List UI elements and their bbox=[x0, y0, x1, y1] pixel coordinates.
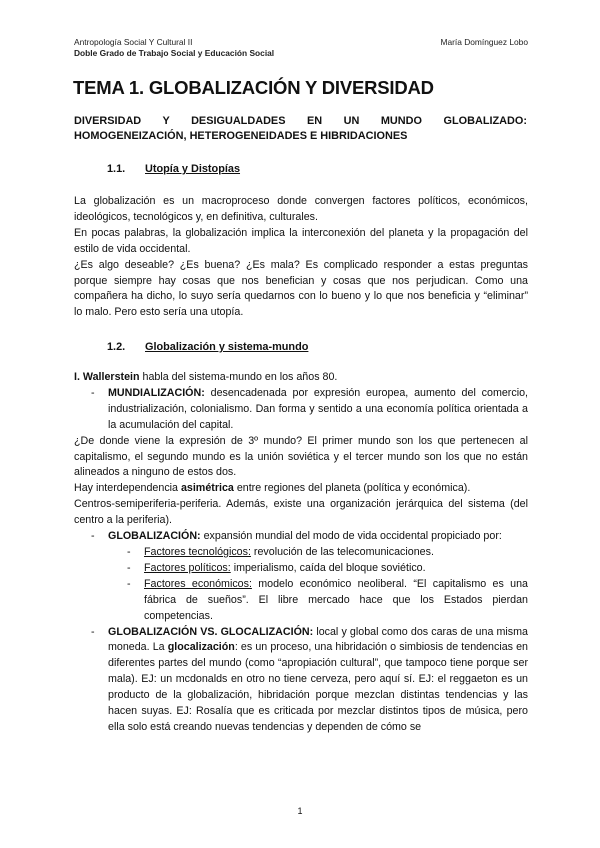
text: desencadenada por expresión europea, aumento del comercio, industrialización, colonialismo. Dan forma y sentido a una economía política orientada a la acumulación del capital. bbox=[108, 386, 528, 431]
factor-label: Factores políticos: bbox=[144, 561, 231, 574]
paragraph bbox=[74, 370, 528, 386]
term: asimétrica bbox=[180, 482, 234, 495]
text: imperialismo, caída del bloque soviético. bbox=[230, 561, 426, 574]
dash-bullet: - bbox=[91, 625, 95, 638]
section-label: Utopía y Distopías bbox=[145, 163, 241, 175]
term: GLOBALIZACIÓN VS. GLOCALIZACIÓN: bbox=[108, 625, 314, 638]
paragraph: ¿De donde viene la expresión de 3º mundo? El primer mundo son los que pertenecen al capitalismo, el segundo mundo es la unión soviética y el tercer mundo son los que no están alineados a ninguno de estos dos. bbox=[74, 434, 528, 479]
list-item bbox=[127, 577, 528, 625]
section-1-body bbox=[74, 194, 528, 321]
paragraph: En pocas palabras, la globalización implica la interconexión del planeta y la propagación del estilo de vida occidental. bbox=[74, 226, 528, 255]
dash-bullet: - bbox=[127, 561, 131, 574]
list-item bbox=[91, 625, 528, 736]
text: local y global como dos caras de una misma moneda. La bbox=[108, 625, 528, 654]
page-number: 1 bbox=[297, 806, 303, 816]
dash-bullet: - bbox=[127, 545, 131, 558]
factor-label: Factores tecnológicos: bbox=[144, 545, 251, 558]
dash-bullet: - bbox=[91, 530, 95, 543]
list-item bbox=[127, 545, 528, 561]
section-label: Globalización y sistema-mundo bbox=[145, 341, 309, 353]
term: glocalización bbox=[167, 641, 235, 654]
term: GLOBALIZACIÓN: bbox=[108, 530, 201, 543]
text: entre regiones del planeta (política y económica). bbox=[233, 482, 471, 495]
section-heading-1 bbox=[107, 163, 240, 175]
term: MUNDIALIZACIÓN: bbox=[108, 386, 205, 399]
factor-label: Factores económicos: bbox=[144, 577, 252, 590]
paragraph: Centros-semiperiferia-periferia. Además, existe una organización jerárquica del sistema (del centro a la periferia). bbox=[74, 498, 528, 527]
list-item bbox=[127, 561, 528, 577]
list-item bbox=[91, 529, 528, 545]
subtitle: DIVERSIDAD Y DESIGUALDADES EN UN MUNDO GLOBALIZADO: HOMOGENEIZACIÓN, HETEROGENEIDADES E HIBRIDACIONES bbox=[74, 115, 527, 142]
section-number: 1.2. bbox=[107, 341, 126, 353]
text: expansión mundial del modo de vida occidental propiciado por: bbox=[200, 530, 502, 543]
paragraph: La globalización es un macroproceso donde convergen factores políticos, económicos, ideológicos, tecnológicos y, en definitiva, culturales. bbox=[74, 195, 528, 223]
section-heading-2 bbox=[107, 341, 308, 353]
section-2-body bbox=[74, 370, 528, 736]
dash-bullet: - bbox=[91, 386, 95, 399]
dash-bullet: - bbox=[127, 577, 131, 590]
page-header-left bbox=[74, 37, 274, 59]
text: Hay interdependencia bbox=[74, 482, 181, 495]
text: : es un proceso, una hibridación o simbiosis de tendencias en diferentes partes del mundo (como “apropiación cultural”, que tampoco tiene porque ser mala). EJ: un mcdonalds en otro no tiene cerveza, pero aquí sí. EJ: el reggaeton es un producto de la globalización, hibridación porque mezclan distintas tendencias y las hacen suyas. EJ: Rosalía que es criticada por mezclar distintos tipos de música, pero ella solo está creando nuevas tendencias y dependen de cómo se bbox=[108, 641, 528, 733]
course-name: Antropología Social Y Cultural II bbox=[74, 37, 193, 47]
degree-name: Doble Grado de Trabajo Social y Educación Social bbox=[74, 48, 275, 58]
section-number: 1.1. bbox=[107, 163, 126, 175]
text: modelo económico neoliberal. “El capitalismo es una fábrica de sueños”. El libre mercado hace que los Estados pierdan competencias. bbox=[144, 577, 528, 622]
author-name: María Domínguez Lobo bbox=[440, 37, 528, 47]
author-reference: I. Wallerstein bbox=[74, 371, 140, 383]
page-title: TEMA 1. GLOBALIZACIÓN Y DIVERSIDAD bbox=[73, 77, 434, 98]
text: habla del sistema-mundo en los años 80. bbox=[139, 371, 338, 383]
text: revolución de las telecomunicaciones. bbox=[250, 545, 434, 558]
paragraph bbox=[74, 481, 528, 497]
list-item bbox=[91, 386, 528, 434]
paragraph: ¿Es algo deseable? ¿Es buena? ¿Es mala? Es complicado responder a estas preguntas porque siempre hay cosas que nos benefician y cosas que nos perjudican. Como una compañera ha dicho, lo suyo sería quedarnos con lo bueno y lo que nos beneficia y “eliminar” lo malo. Pero esto sería una utopía. bbox=[74, 258, 528, 319]
